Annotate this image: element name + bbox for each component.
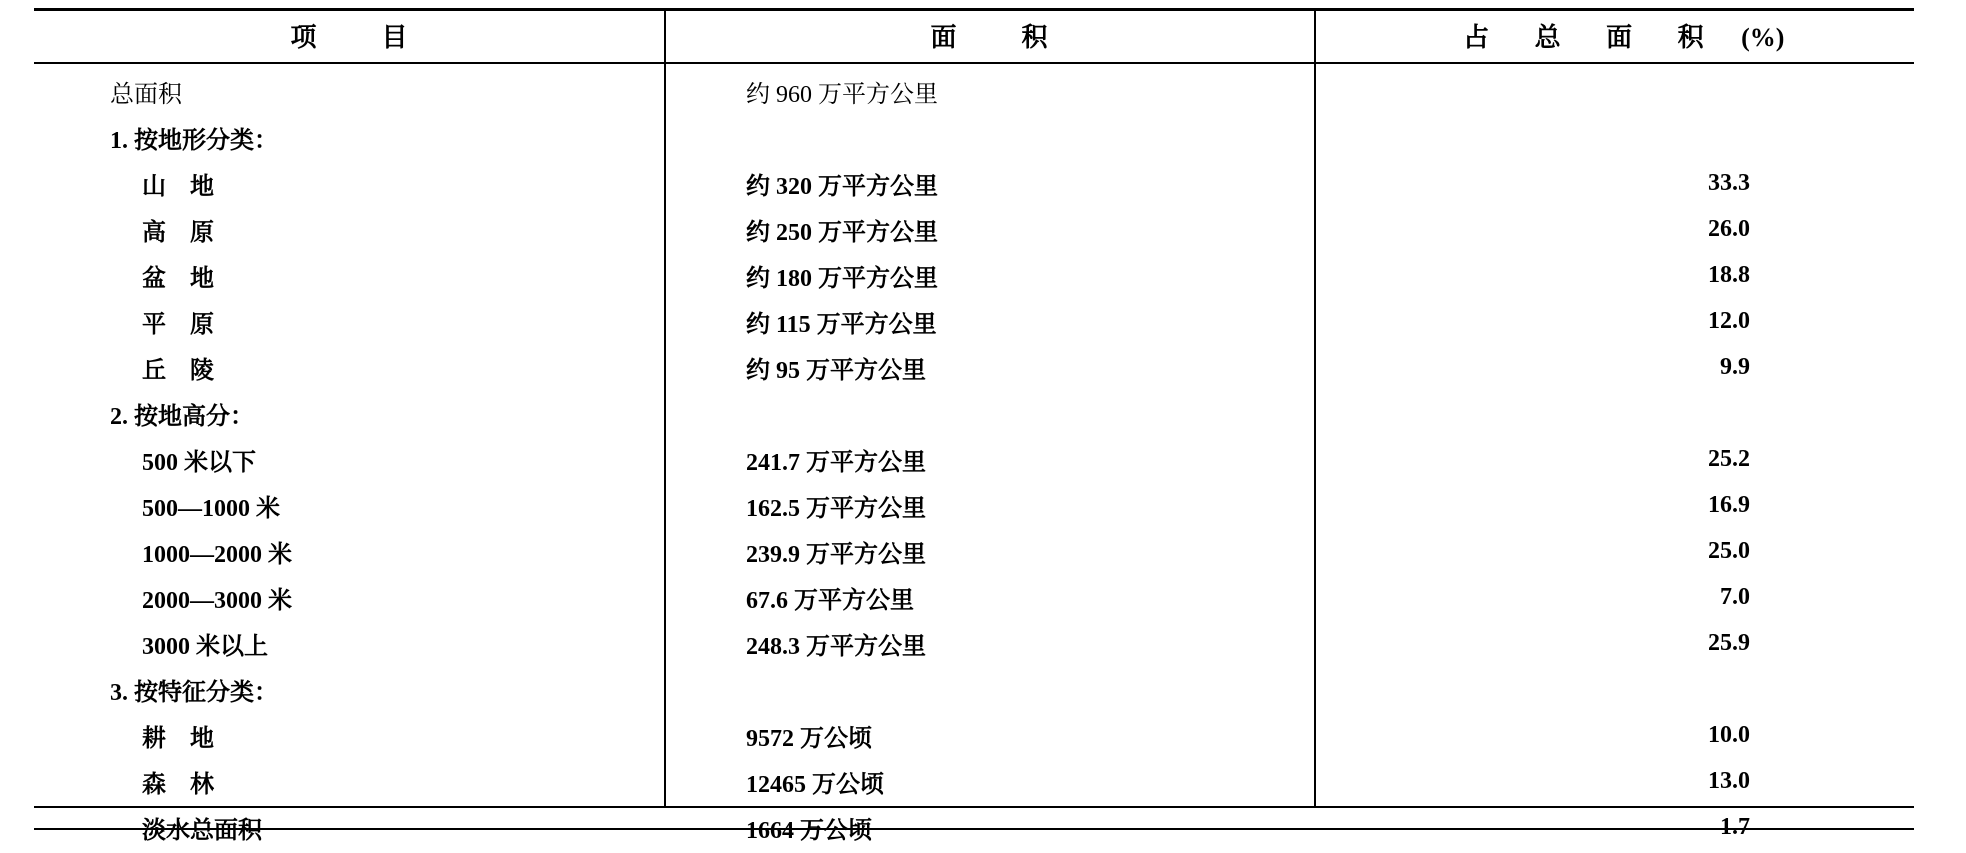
cell-area: 约 180 万平方公里 <box>746 265 938 292</box>
cell-item: 淡水总面积 <box>142 817 262 844</box>
cell-item: 3. 按特征分类： <box>110 679 278 706</box>
table-row <box>34 666 1914 712</box>
table-row <box>34 206 1914 252</box>
cell-percent: 18.8 <box>1708 261 1750 288</box>
table-row <box>34 482 1914 528</box>
column-header-percent <box>1314 8 1914 62</box>
cell-percent: 1.7 <box>1720 813 1750 840</box>
cell-area: 162.5 万平方公里 <box>746 495 926 522</box>
table-row <box>34 712 1914 758</box>
land-area-table <box>34 8 1914 850</box>
cell-area: 约 250 万平方公里 <box>746 219 938 246</box>
cell-area <box>664 114 1314 160</box>
cell-item: 2000—3000 米 <box>142 587 292 614</box>
cell-item: 高 原 <box>142 219 214 246</box>
cell-percent: 25.9 <box>1708 629 1750 656</box>
column-header-percent-group <box>1314 17 1914 54</box>
cell-item: 山 地 <box>142 173 214 200</box>
cell-percent: 7.0 <box>1720 583 1750 610</box>
cell-percent: 26.0 <box>1708 215 1750 242</box>
cell-area: 241.7 万平方公里 <box>746 449 926 476</box>
table-header-row <box>34 8 1914 62</box>
column-header-item-label: 项 目 <box>290 22 427 52</box>
cell-area: 1664 万公顷 <box>746 817 872 844</box>
cell-percent: 16.9 <box>1708 491 1750 518</box>
table-row <box>34 390 1914 436</box>
cell-item: 1. 按地形分类： <box>110 127 278 154</box>
table-row <box>34 620 1914 666</box>
column-header-item <box>34 8 664 62</box>
table-row <box>34 574 1914 620</box>
table-row <box>34 528 1914 574</box>
cell-item: 平 原 <box>142 311 214 338</box>
table-body <box>34 62 1914 850</box>
table-row <box>34 252 1914 298</box>
cell-item: 森 林 <box>142 771 214 798</box>
cell-percent <box>1314 666 1914 712</box>
table-row <box>34 114 1914 160</box>
cell-area: 239.9 万平方公里 <box>746 541 926 568</box>
cell-item: 1000—2000 米 <box>142 541 292 568</box>
column-header-percent-unit: (%) <box>1741 22 1785 52</box>
cell-item: 盆 地 <box>142 265 214 292</box>
table-row <box>34 758 1914 804</box>
cell-area: 约 320 万平方公里 <box>746 173 938 200</box>
table-row <box>34 344 1914 390</box>
cell-area: 约 115 万平方公里 <box>746 311 937 338</box>
cell-percent: 25.0 <box>1708 537 1750 564</box>
cell-item: 耕 地 <box>142 725 214 752</box>
cell-item: 总面积 <box>110 81 182 108</box>
table-row <box>34 436 1914 482</box>
cell-area: 约 960 万平方公里 <box>746 81 938 108</box>
column-header-area-label: 面 积 <box>930 22 1067 52</box>
cell-percent <box>1314 114 1914 160</box>
table-container <box>34 8 1914 850</box>
cell-area <box>664 390 1314 436</box>
column-header-percent-label: 占 总 面 积 <box>1463 22 1724 52</box>
table-row <box>34 160 1914 206</box>
cell-percent: 33.3 <box>1708 169 1750 196</box>
column-header-area <box>664 8 1314 62</box>
cell-percent: 13.0 <box>1708 767 1750 794</box>
table-row <box>34 804 1914 850</box>
cell-percent: 10.0 <box>1708 721 1750 748</box>
cell-percent: 9.9 <box>1720 353 1750 380</box>
cell-percent: 25.2 <box>1708 445 1750 472</box>
cell-area: 9572 万公顷 <box>746 725 872 752</box>
cell-percent <box>1314 62 1914 114</box>
table-row <box>34 62 1914 114</box>
cell-percent: 12.0 <box>1708 307 1750 334</box>
cell-area: 约 95 万平方公里 <box>746 357 926 384</box>
cell-item: 丘 陵 <box>142 357 214 384</box>
cell-item: 2. 按地高分： <box>110 403 254 430</box>
cell-percent <box>1314 390 1914 436</box>
table-row <box>34 298 1914 344</box>
cell-area: 12465 万公顷 <box>746 771 884 798</box>
cell-area <box>664 666 1314 712</box>
cell-area: 67.6 万平方公里 <box>746 587 914 614</box>
cell-item: 3000 米以上 <box>142 633 268 660</box>
cell-item: 500 米以下 <box>142 449 256 476</box>
cell-area: 248.3 万平方公里 <box>746 633 926 660</box>
cell-item: 500—1000 米 <box>142 495 280 522</box>
table-head <box>34 8 1914 62</box>
